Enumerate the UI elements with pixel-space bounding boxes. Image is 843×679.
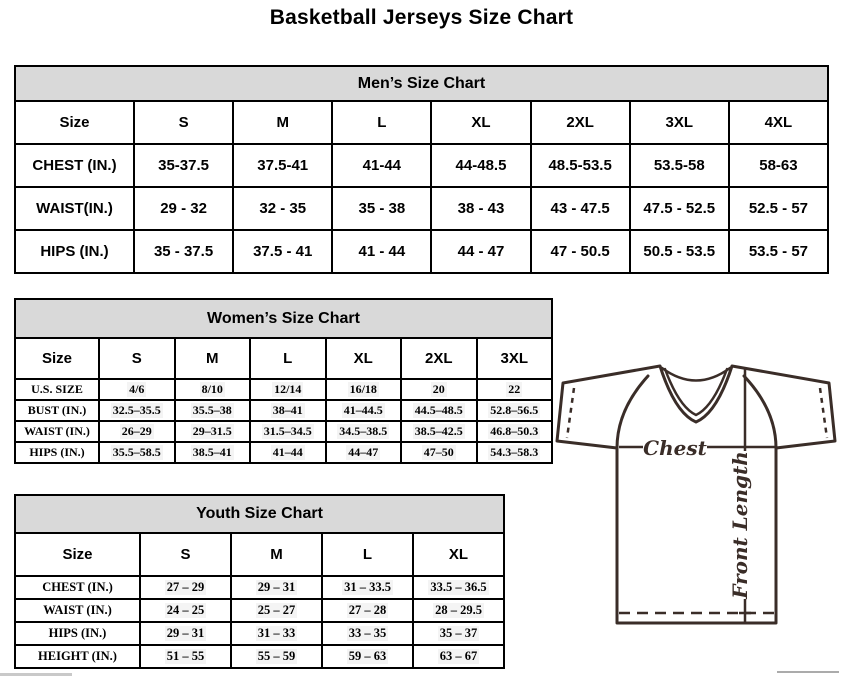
value-cell: 35.5–58.5: [99, 442, 175, 463]
column-header-cell: S: [140, 533, 231, 576]
value-cell: 34.5–38.5: [326, 421, 402, 442]
column-header-cell: Size: [15, 101, 134, 144]
row-label-cell: WAIST (IN.): [15, 599, 140, 622]
column-header-cell: M: [233, 101, 332, 144]
womens-table-grid: [14, 337, 553, 464]
value-cell: 43 - 47.5: [531, 187, 630, 230]
column-header-cell: L: [322, 533, 413, 576]
horizontal-scrollbar-fragment-left[interactable]: [0, 673, 72, 676]
value-cell: 35 - 37.5: [134, 230, 233, 273]
row-label-cell: HIPS (IN.): [15, 442, 99, 463]
column-header-cell: S: [134, 101, 233, 144]
column-header-cell: 3XL: [477, 338, 553, 379]
table-row: [15, 230, 828, 273]
value-cell: 4/6: [99, 379, 175, 400]
value-cell: 31.5–34.5: [250, 421, 326, 442]
value-cell: 41 - 44: [332, 230, 431, 273]
row-label-cell: HIPS (IN.): [15, 230, 134, 273]
value-cell: 35 – 37: [413, 622, 504, 645]
jersey-outline: [557, 366, 835, 623]
womens-size-table: [14, 298, 553, 464]
value-cell: 24 – 25: [140, 599, 231, 622]
column-header-cell: 4XL: [729, 101, 828, 144]
value-cell: 28 – 29.5: [413, 599, 504, 622]
column-header-cell: 2XL: [531, 101, 630, 144]
value-cell: 38 - 43: [431, 187, 530, 230]
table-row: [15, 421, 552, 442]
youth-table-grid: [14, 532, 505, 669]
value-cell: 41–44: [250, 442, 326, 463]
value-cell: 52.5 - 57: [729, 187, 828, 230]
value-cell: 31 – 33: [231, 622, 322, 645]
value-cell: 41-44: [332, 144, 431, 187]
table-row: [15, 379, 552, 400]
horizontal-scrollbar-fragment-right[interactable]: [777, 671, 839, 673]
value-cell: 37.5-41: [233, 144, 332, 187]
value-cell: 53.5-58: [630, 144, 729, 187]
mens-size-table: [14, 65, 829, 274]
row-label-cell: HEIGHT (IN.): [15, 645, 140, 668]
row-label-cell: BUST (IN.): [15, 400, 99, 421]
value-cell: 35.5–38: [175, 400, 251, 421]
value-cell: 29 – 31: [140, 622, 231, 645]
header-row: [15, 101, 828, 144]
value-cell: 33.5 – 36.5: [413, 576, 504, 599]
value-cell: 25 – 27: [231, 599, 322, 622]
column-header-cell: S: [99, 338, 175, 379]
value-cell: 8/10: [175, 379, 251, 400]
value-cell: 33 – 35: [322, 622, 413, 645]
value-cell: 54.3–58.3: [477, 442, 553, 463]
value-cell: 32 - 35: [233, 187, 332, 230]
front-length-label: Front Length: [728, 451, 752, 599]
table-row: [15, 576, 504, 599]
value-cell: 26–29: [99, 421, 175, 442]
value-cell: 55 – 59: [231, 645, 322, 668]
value-cell: 38.5–42.5: [401, 421, 477, 442]
table-row: [15, 400, 552, 421]
value-cell: 44 - 47: [431, 230, 530, 273]
column-header-cell: XL: [431, 101, 530, 144]
jersey-measurement-diagram: [555, 355, 839, 635]
collar-back-arc: [662, 368, 730, 381]
womens-table-caption: Women’s Size Chart: [14, 298, 553, 339]
value-cell: 63 – 67: [413, 645, 504, 668]
youth-table-caption: Youth Size Chart: [14, 494, 505, 534]
value-cell: 29 – 31: [231, 576, 322, 599]
value-cell: 47–50: [401, 442, 477, 463]
value-cell: 38.5–41: [175, 442, 251, 463]
mens-table-grid: [14, 100, 829, 274]
value-cell: 29–31.5: [175, 421, 251, 442]
table-row: [15, 599, 504, 622]
column-header-cell: L: [332, 101, 431, 144]
value-cell: 35 - 38: [332, 187, 431, 230]
value-cell: 44.5–48.5: [401, 400, 477, 421]
value-cell: 53.5 - 57: [729, 230, 828, 273]
value-cell: 51 – 55: [140, 645, 231, 668]
column-header-cell: L: [250, 338, 326, 379]
right-armhole-seam: [744, 376, 776, 448]
value-cell: 52.8–56.5: [477, 400, 553, 421]
value-cell: 41–44.5: [326, 400, 402, 421]
mens-table-caption: Men’s Size Chart: [14, 65, 829, 102]
value-cell: 47.5 - 52.5: [630, 187, 729, 230]
row-label-cell: U.S. SIZE: [15, 379, 99, 400]
value-cell: 27 – 29: [140, 576, 231, 599]
value-cell: 12/14: [250, 379, 326, 400]
column-header-cell: M: [175, 338, 251, 379]
value-cell: 47 - 50.5: [531, 230, 630, 273]
value-cell: 22: [477, 379, 553, 400]
value-cell: 46.8–50.3: [477, 421, 553, 442]
value-cell: 29 - 32: [134, 187, 233, 230]
column-header-cell: 3XL: [630, 101, 729, 144]
row-label-cell: CHEST (IN.): [15, 144, 134, 187]
table-row: [15, 144, 828, 187]
value-cell: 27 – 28: [322, 599, 413, 622]
table-row: [15, 187, 828, 230]
table-row: [15, 645, 504, 668]
value-cell: 44-48.5: [431, 144, 530, 187]
value-cell: 48.5-53.5: [531, 144, 630, 187]
row-label-cell: CHEST (IN.): [15, 576, 140, 599]
row-label-cell: HIPS (IN.): [15, 622, 140, 645]
right-sleeve-dashed-line: [820, 388, 827, 438]
column-header-cell: XL: [326, 338, 402, 379]
column-header-cell: XL: [413, 533, 504, 576]
value-cell: 16/18: [326, 379, 402, 400]
value-cell: 32.5–35.5: [99, 400, 175, 421]
value-cell: 20: [401, 379, 477, 400]
table-row: [15, 442, 552, 463]
header-row: [15, 533, 504, 576]
youth-size-table: [14, 494, 505, 669]
value-cell: 37.5 - 41: [233, 230, 332, 273]
column-header-cell: Size: [15, 533, 140, 576]
column-header-cell: Size: [15, 338, 99, 379]
page-title: Basketball Jerseys Size Chart: [269, 6, 574, 29]
column-header-cell: 2XL: [401, 338, 477, 379]
header-row: [15, 338, 552, 379]
row-label-cell: WAIST (IN.): [15, 421, 99, 442]
value-cell: 31 – 33.5: [322, 576, 413, 599]
value-cell: 44–47: [326, 442, 402, 463]
table-row: [15, 622, 504, 645]
chest-label: Chest: [643, 436, 707, 460]
value-cell: 50.5 - 53.5: [630, 230, 729, 273]
row-label-cell: WAIST(IN.): [15, 187, 134, 230]
value-cell: 58-63: [729, 144, 828, 187]
value-cell: 59 – 63: [322, 645, 413, 668]
value-cell: 38–41: [250, 400, 326, 421]
left-sleeve-dashed-line: [567, 388, 574, 438]
value-cell: 35-37.5: [134, 144, 233, 187]
column-header-cell: M: [231, 533, 322, 576]
